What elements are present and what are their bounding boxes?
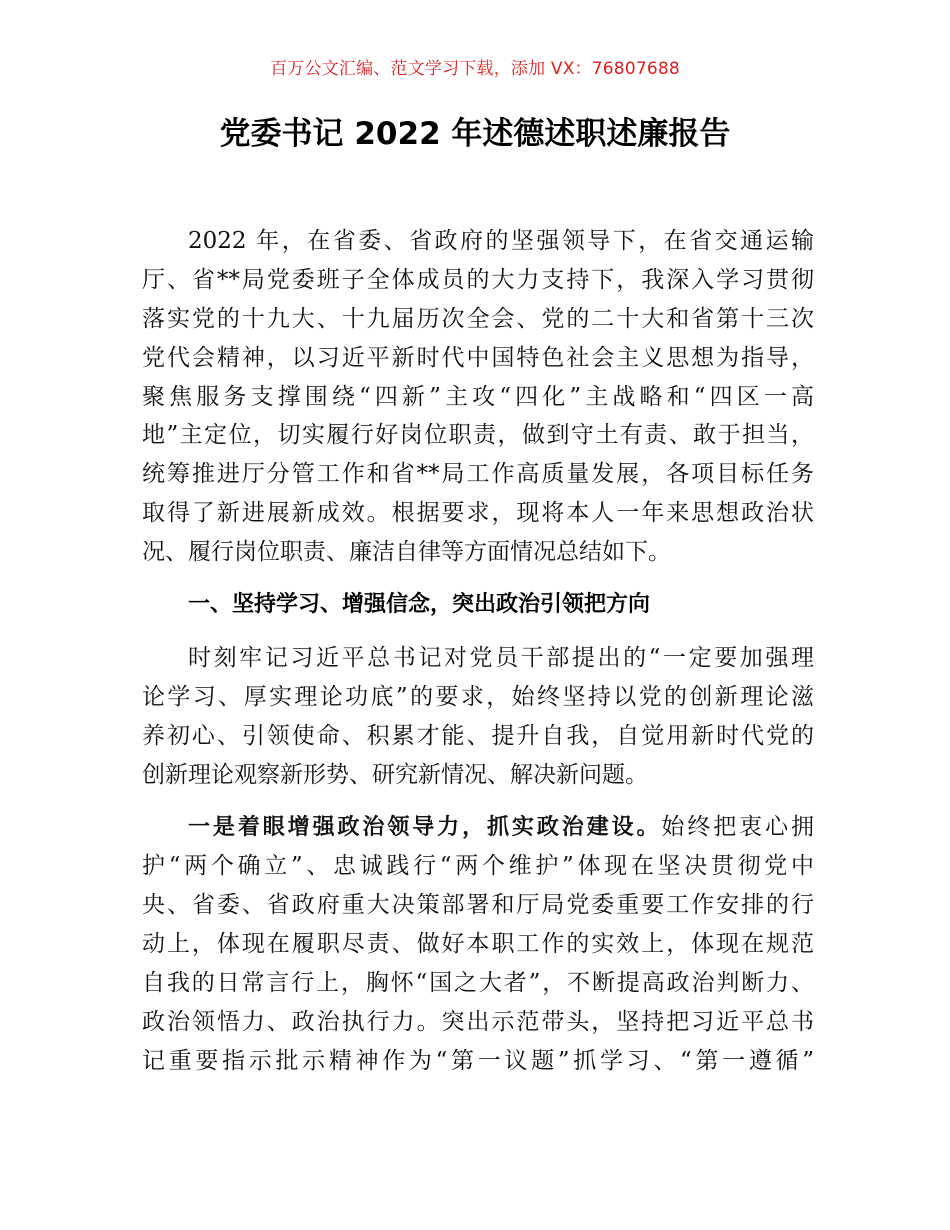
paragraph-line: 厅、省**局党委班子全体成员的大力支持下，我深入学习贯彻 (142, 266, 814, 293)
paragraph-line: 创新理论观察新形势、研究新情况、解决新问题。 (142, 761, 648, 788)
watermark-banner: 百万公文汇编、范文学习下载，添加 VX：76807688 (270, 59, 680, 79)
paragraph-line: 时刻牢记习近平总书记对党员干部提出的“一定要加强理 (188, 644, 814, 671)
paragraph-line: 2022 年，在省委、省政府的坚强领导下，在省交通运输 (188, 228, 814, 254)
paragraph-line: 护“两个确立”、忠诚践行“两个维护”体现在坚决贯彻党中 (142, 853, 814, 880)
section-heading-1: 一、坚持学习、增强信念，突出政治引领把方向 (188, 592, 651, 618)
paragraph-line: 落实党的十九大、十九届历次全会、党的二十大和省第十三次 (142, 305, 814, 332)
paragraph-line: 动上，体现在履职尽责、做好本职工作的实效上，体现在规范 (142, 931, 814, 958)
paragraph-line: 央、省委、省政府重大决策部署和厅局党委重要工作安排的行 (142, 892, 814, 919)
paragraph-line (142, 808, 814, 847)
document-title: 党委书记 2022 年述德述职述廉报告 (219, 116, 731, 152)
paragraph-line: 统筹推进厅分管工作和省**局工作高质量发展，各项目标任务 (142, 461, 814, 488)
paragraph-political-building (142, 808, 814, 1080)
paragraph-lead-rest: 始终把衷心拥 (661, 814, 814, 841)
paragraph-line: 论学习、厚实理论功底”的要求，始终坚持以党的创新理论滋 (142, 683, 814, 710)
paragraph-line: 政治领悟力、政治执行力。突出示范带头，坚持把习近平总书 (142, 1008, 814, 1035)
paragraph-line: 自我的日常言行上，胸怀“国之大者”，不断提高政治判断力、 (142, 970, 814, 997)
paragraph-line: 取得了新进展新成效。根据要求，现将本人一年来思想政治状 (142, 500, 814, 527)
paragraph-line: 地”主定位，切实履行好岗位职责，做到守土有责、敢于担当， (142, 422, 814, 449)
paragraph-line: 况、履行岗位职责、廉洁自律等方面情况总结如下。 (142, 539, 671, 566)
paragraph-line: 养初心、引领使命、积累才能、提升自我，自觉用新时代党的 (142, 722, 814, 749)
paragraph-intro (142, 222, 814, 572)
paragraph-line: 党代会精神，以习近平新时代中国特色社会主义思想为指导， (142, 344, 814, 371)
paragraph-gap (142, 794, 814, 808)
paragraph-line: 记重要指示批示精神作为“第一议题”抓学习、“第一遵循” (142, 1047, 814, 1074)
paragraph-line: 聚焦服务支撑围绕“四新”主攻“四化”主战略和“四区一高 (142, 383, 814, 410)
paragraph-lead-bold: 一是着眼增强政治领导力，抓实政治建设。 (188, 815, 662, 841)
document-body (142, 222, 814, 1081)
paragraph-section1-intro (142, 639, 814, 795)
